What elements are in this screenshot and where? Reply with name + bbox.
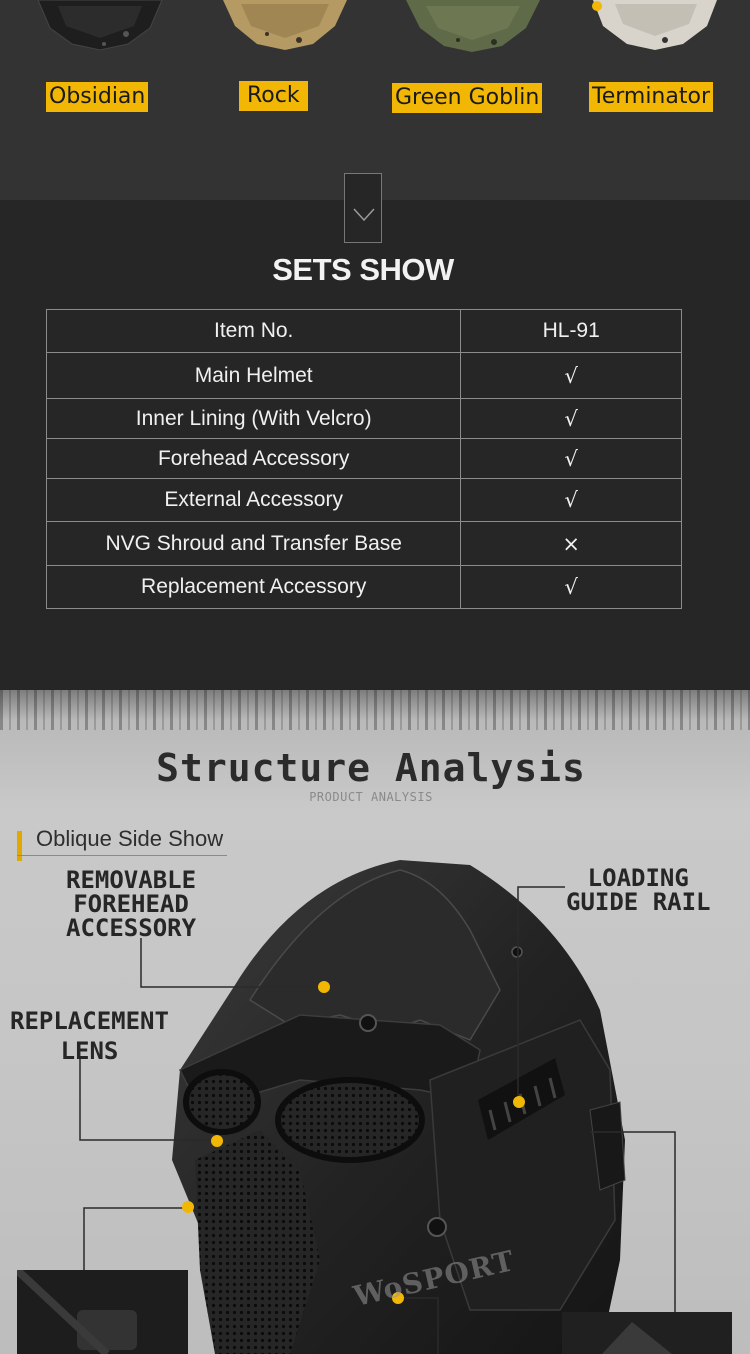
variant-label-terminator: Terminator — [589, 82, 713, 112]
sets-table — [46, 309, 682, 609]
callout-dot-forehead — [318, 981, 330, 993]
callout-loading-guide-rail: LOADING GUIDE RAIL — [566, 864, 711, 916]
table-cell-item: Inner Lining (With Velcro) — [47, 399, 461, 439]
table-cell-mark: √ — [461, 479, 682, 522]
variant-green-goblin-image — [398, 0, 548, 72]
table-cell-item: Forehead Accessory — [47, 439, 461, 479]
callout-replacement-lens: REPLACEMENT LENS — [10, 1007, 169, 1065]
sets-show-section — [0, 200, 750, 690]
table-row — [47, 439, 682, 479]
variant-rock-image — [215, 0, 355, 72]
structure-subtitle: PRODUCT ANALYSIS — [309, 790, 433, 804]
callout-dot-lens — [211, 1135, 223, 1147]
table-row — [47, 479, 682, 522]
callout-dot-rail — [513, 1096, 525, 1108]
variant-label-rock: Rock — [239, 81, 308, 111]
variant-obsidian-image — [30, 0, 170, 72]
table-row — [47, 522, 682, 566]
table-cell-item: Main Helmet — [47, 353, 461, 399]
table-cell-mark: √ — [461, 353, 682, 399]
table-cell-mark: √ — [461, 566, 682, 609]
detail-photo-side-closeup — [562, 1312, 732, 1354]
table-header-item: Item No. — [47, 310, 461, 353]
color-variants-section — [0, 0, 750, 200]
structure-title: Structure Analysis — [156, 746, 586, 790]
callout-forehead-accessory: REMOVABLE FOREHEAD ACCESSORY — [66, 866, 197, 942]
chevron-down-icon — [353, 208, 375, 222]
detail-photo-mask-closeup — [17, 1270, 188, 1354]
variant-terminator-image — [585, 0, 725, 72]
table-cell-item: External Accessory — [47, 479, 461, 522]
table-row — [47, 399, 682, 439]
table-row — [47, 353, 682, 399]
table-cell-mark: × — [461, 522, 682, 566]
brand-watermark: WoSPORT — [350, 1243, 518, 1314]
view-label: Oblique Side Show — [36, 826, 224, 851]
table-header-row — [47, 310, 682, 353]
sets-show-title: SETS SHOW — [272, 252, 454, 287]
variant-label-green-goblin: Green Goblin — [392, 83, 542, 113]
table-header-model: HL-91 — [461, 310, 682, 353]
structure-analysis-section — [0, 690, 750, 1354]
table-cell-mark: √ — [461, 399, 682, 439]
table-row — [47, 566, 682, 609]
scroll-down-button[interactable] — [344, 173, 382, 243]
table-cell-item: Replacement Accessory — [47, 566, 461, 609]
variant-label-obsidian: Obsidian — [46, 82, 148, 112]
table-cell-mark: √ — [461, 439, 682, 479]
callout-dot-mask — [182, 1201, 194, 1213]
table-cell-item: NVG Shroud and Transfer Base — [47, 522, 461, 566]
